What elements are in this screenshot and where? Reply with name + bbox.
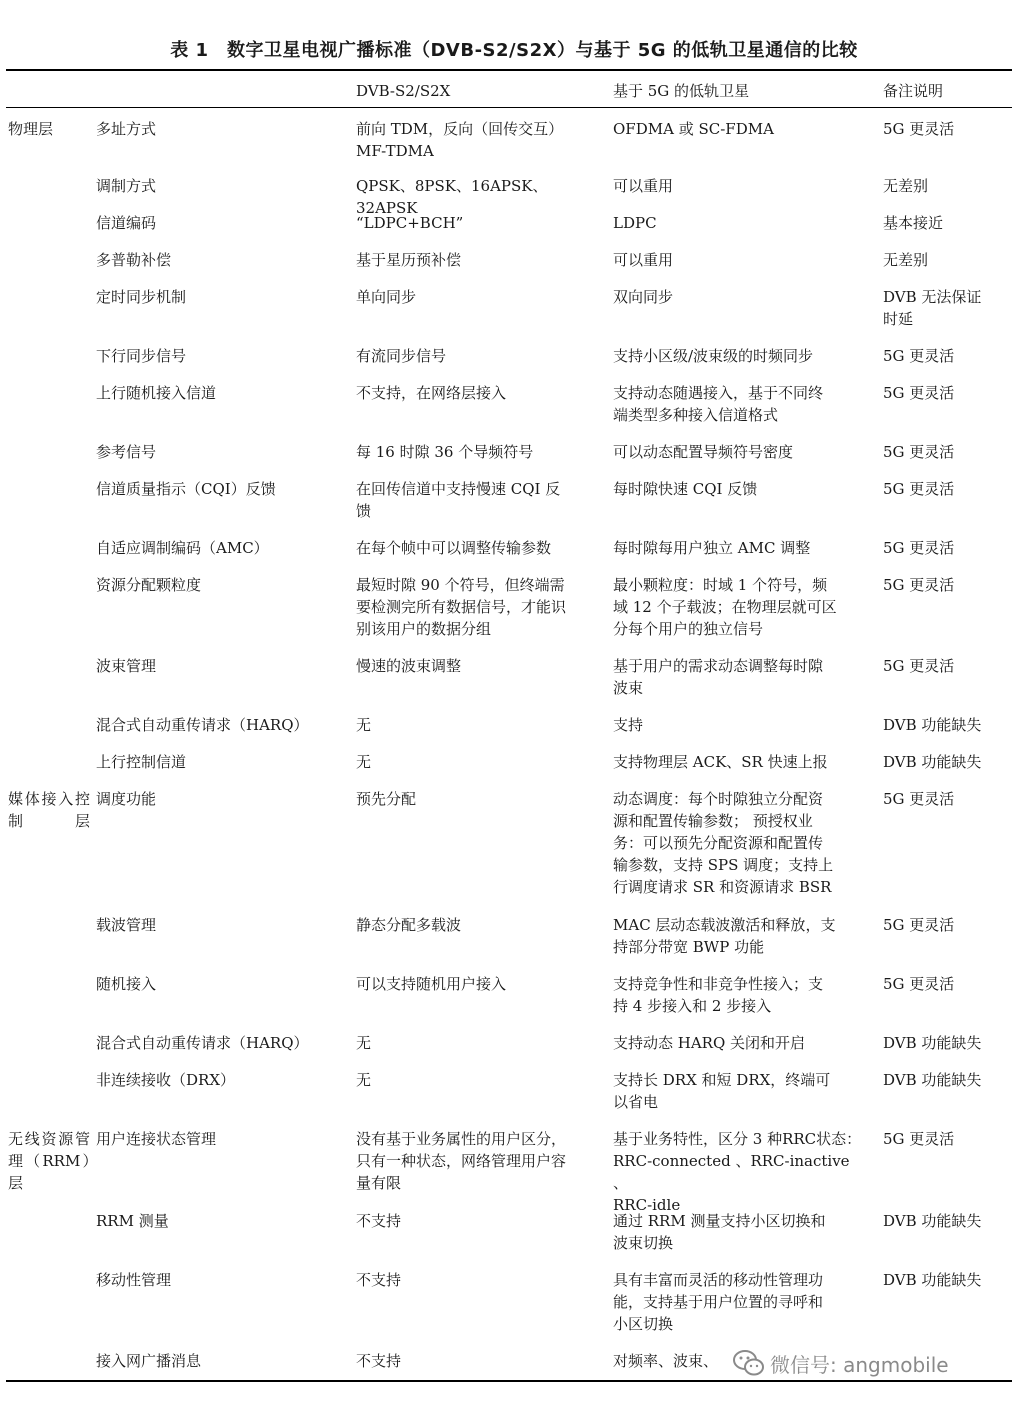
row-dvb-value: QPSK、8PSK、16APSK、32APSK	[356, 177, 548, 217]
row-feature: 多普勒补偿	[96, 251, 172, 269]
row-note: 5G 更灵活	[883, 790, 955, 808]
row-leo-value: 支持长 DRX 和短 DRX，终端可 以省电	[613, 1071, 831, 1111]
row-note: 5G 更灵活	[883, 120, 955, 138]
row-leo-value: 具有丰富而灵活的移动性管理功 能，支持基于用户位置的寻呼和 小区切换	[613, 1271, 824, 1333]
row-note: 5G 更灵活	[883, 539, 955, 557]
row-leo-value: 动态调度：每个时隙独立分配资 源和配置传输参数； 预授权业 务：可以预先分配资源和配置传 输参数，支持 SPS 调度；支持上 行调度请求 SR 和资源请求 BSR	[613, 790, 834, 896]
row-leo-value: 支持动态随遇接入，基于不同终 端类型多种接入信道格式	[613, 384, 824, 424]
row-dvb-value: 无	[356, 1034, 372, 1052]
row-dvb-value: 无	[356, 753, 372, 771]
row-dvb-value: 基于星历预补偿	[356, 251, 462, 269]
row-feature: 混合式自动重传请求（HARQ）	[96, 1034, 309, 1052]
row-leo-value: OFDMA 或 SC-FDMA	[613, 120, 774, 138]
row-feature: 调度功能	[96, 790, 157, 808]
row-dvb-value: 有流同步信号	[356, 347, 447, 365]
header-leo: 基于 5G 的低轨卫星	[613, 82, 750, 100]
row-note: 无差别	[883, 177, 929, 195]
group-physical-layer: 物理层	[8, 120, 54, 138]
watermark-text: 微信号: angmobile	[770, 1352, 949, 1377]
row-note: DVB 功能缺失	[883, 1212, 982, 1230]
row-note: 5G 更灵活	[883, 657, 955, 675]
row-leo-value: 双向同步	[613, 288, 674, 306]
row-feature: 调制方式	[96, 177, 157, 195]
row-dvb-value: 不支持	[356, 1352, 402, 1370]
row-dvb-value: 不支持	[356, 1271, 402, 1289]
row-dvb-value: 前向 TDM，反向（回传交互） MF-TDMA	[356, 120, 564, 160]
row-leo-value: 可以重用	[613, 177, 674, 195]
header-note: 备注说明	[883, 82, 944, 100]
table-header-rule	[6, 107, 1012, 108]
row-leo-value: 对频率、波束、	[613, 1352, 719, 1370]
row-note: 5G 更灵活	[883, 1130, 955, 1148]
row-feature: 自适应调制编码（AMC）	[96, 539, 269, 557]
row-leo-value: 基于业务特性，区分 3 种RRC状态： RRC-connected 、RRC-inactive 、 RRC-idle	[613, 1130, 862, 1214]
row-dvb-value: 最短时隙 90 个符号，但终端需 要检测完所有数据信号，才能识 别该用户的数据分组	[356, 576, 567, 638]
row-note: DVB 无法保证 时延	[883, 288, 982, 328]
row-note: DVB 功能缺失	[883, 753, 982, 771]
row-feature: 非连续接收（DRX）	[96, 1071, 235, 1089]
table-caption: 表 1 数字卫星电视广播标准（DVB-S2/S2X）与基于 5G 的低轨卫星通信的比较	[170, 40, 858, 61]
row-dvb-value: 静态分配多载波	[356, 916, 462, 934]
row-note: 5G 更灵活	[883, 480, 955, 498]
row-note: 基本接近	[883, 214, 944, 232]
row-dvb-value: 不支持，在网络层接入	[356, 384, 507, 402]
row-feature: 用户连接状态管理	[96, 1130, 217, 1148]
row-leo-value: 支持	[613, 716, 644, 734]
row-dvb-value: 慢速的波束调整	[356, 657, 462, 675]
row-leo-value: LDPC	[613, 214, 657, 232]
row-dvb-value: 在每个帧中可以调整传输参数	[356, 539, 552, 557]
row-feature: 上行控制信道	[96, 753, 187, 771]
row-note: DVB 功能缺失	[883, 1034, 982, 1052]
row-feature: 混合式自动重传请求（HARQ）	[96, 716, 309, 734]
row-note: 5G 更灵活	[883, 576, 955, 594]
row-feature: 上行随机接入信道	[96, 384, 217, 402]
row-leo-value: 支持小区级/波束级的时频同步	[613, 347, 814, 365]
row-note: 5G 更灵活	[883, 916, 955, 934]
row-feature: 移动性管理	[96, 1271, 172, 1289]
row-note: DVB 功能缺失	[883, 716, 982, 734]
row-note: 无差别	[883, 251, 929, 269]
row-leo-value: 支持竞争性和非竞争性接入；支 持 4 步接入和 2 步接入	[613, 975, 824, 1015]
row-note: 5G 更灵活	[883, 443, 955, 461]
row-dvb-value: 不支持	[356, 1212, 402, 1230]
row-leo-value: 通过 RRM 测量支持小区切换和 波束切换	[613, 1212, 826, 1252]
row-dvb-value: 在回传信道中支持慢速 CQI 反 馈	[356, 480, 561, 520]
row-note: DVB 功能缺失	[883, 1271, 982, 1289]
row-note: 5G 更灵活	[883, 975, 955, 993]
row-feature: 资源分配颗粒度	[96, 576, 202, 594]
row-feature: 接入网广播消息	[96, 1352, 202, 1370]
row-feature: 下行同步信号	[96, 347, 187, 365]
row-dvb-value: “LDPC+BCH”	[356, 214, 464, 232]
row-dvb-value: 没有基于业务属性的用户区分， 只有一种状态，网络管理用户容 量有限	[356, 1130, 567, 1192]
row-feature: 定时同步机制	[96, 288, 187, 306]
row-leo-value: 支持动态 HARQ 关闭和开启	[613, 1034, 806, 1052]
row-dvb-value: 每 16 时隙 36 个导频符号	[356, 443, 534, 461]
row-leo-value: 每时隙快速 CQI 反馈	[613, 480, 758, 498]
row-leo-value: MAC 层动态载波激活和释放，支 持部分带宽 BWP 功能	[613, 916, 836, 956]
row-feature: 多址方式	[96, 120, 157, 138]
row-dvb-value: 单向同步	[356, 288, 417, 306]
row-feature: 载波管理	[96, 916, 157, 934]
row-dvb-value: 无	[356, 716, 372, 734]
row-dvb-value: 预先分配	[356, 790, 417, 808]
row-dvb-value: 无	[356, 1071, 372, 1089]
row-feature: 随机接入	[96, 975, 157, 993]
watermark	[732, 1344, 949, 1382]
row-feature: 信道质量指示（CQI）反馈	[96, 480, 276, 498]
row-note: 5G 更灵活	[883, 347, 955, 365]
group-mac-layer: 媒体接入控制层	[8, 790, 90, 830]
row-leo-value: 可以重用	[613, 251, 674, 269]
row-leo-value: 最小颗粒度：时域 1 个符号，频 域 12 个子载波；在物理层就可区 分每个用户的独立信号	[613, 576, 837, 638]
table-top-rule	[6, 69, 1012, 71]
row-dvb-value: 可以支持随机用户接入	[356, 975, 507, 993]
row-note: DVB 功能缺失	[883, 1071, 982, 1089]
row-leo-value: 支持物理层 ACK、SR 快速上报	[613, 753, 828, 771]
row-leo-value: 每时隙每用户独立 AMC 调整	[613, 539, 811, 557]
wechat-icon	[732, 1348, 766, 1378]
row-leo-value: 可以动态配置导频符号密度	[613, 443, 794, 461]
row-feature: 参考信号	[96, 443, 157, 461]
group-rrm-layer: 无线资源管理（RRM）层	[8, 1130, 90, 1192]
row-note: 5G 更灵活	[883, 384, 955, 402]
row-feature: RRM 测量	[96, 1212, 169, 1230]
row-feature: 波束管理	[96, 657, 157, 675]
row-feature: 信道编码	[96, 214, 157, 232]
row-leo-value: 基于用户的需求动态调整每时隙 波束	[613, 657, 824, 697]
header-dvb: DVB-S2/S2X	[356, 82, 451, 100]
